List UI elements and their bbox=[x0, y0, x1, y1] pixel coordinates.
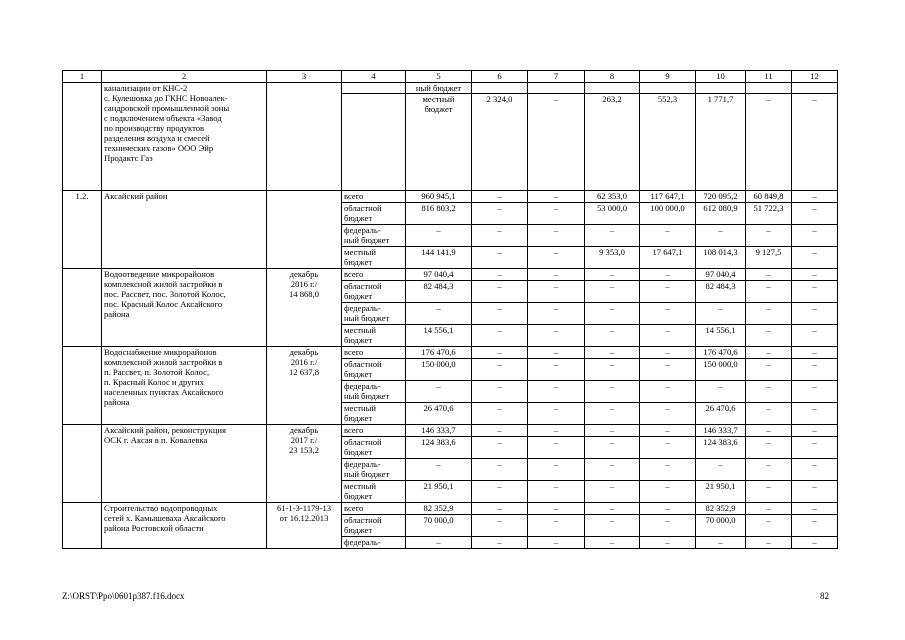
funding-source-cell: местный бюджет bbox=[342, 325, 406, 347]
funding-source-cell: федераль- ный бюджет bbox=[342, 381, 406, 403]
value-cell: – bbox=[472, 403, 528, 425]
value-cell bbox=[472, 83, 528, 94]
value-cell: – bbox=[746, 403, 792, 425]
item-number-cell bbox=[63, 269, 102, 347]
value-cell: 100 000,0 bbox=[640, 203, 696, 225]
value-cell: – bbox=[528, 203, 585, 225]
column-number: 8 bbox=[585, 71, 640, 83]
value-cell: – bbox=[585, 537, 640, 549]
value-cell: – bbox=[640, 347, 696, 359]
value-cell: 21 950,1 bbox=[406, 481, 472, 503]
value-cell: – bbox=[472, 425, 528, 437]
value-cell: 82 484,3 bbox=[696, 281, 746, 303]
object-name-cell: Строительство водопроводных сетей х. Камышеваха Аксайского района Ростовской области bbox=[102, 503, 267, 549]
value-cell: 816 803,2 bbox=[406, 203, 472, 225]
value-cell: 176 470,6 bbox=[406, 347, 472, 359]
value-cell: 124 383,6 bbox=[696, 437, 746, 459]
value-cell: – bbox=[472, 503, 528, 515]
value-cell: – bbox=[585, 281, 640, 303]
value-cell: 70 000,0 bbox=[406, 515, 472, 537]
value-cell: 14 556,1 bbox=[696, 325, 746, 347]
value-cell: – bbox=[640, 381, 696, 403]
value-cell: – bbox=[585, 381, 640, 403]
value-cell: 21 950,1 bbox=[696, 481, 746, 503]
table-row bbox=[63, 503, 838, 515]
value-cell: 150 000,0 bbox=[696, 359, 746, 381]
column-number: 7 bbox=[528, 71, 585, 83]
value-cell: – bbox=[528, 437, 585, 459]
value-cell: – bbox=[472, 537, 528, 549]
value-cell: – bbox=[472, 303, 528, 325]
value-cell: 146 333,7 bbox=[696, 425, 746, 437]
value-cell: 720 095,2 bbox=[696, 191, 746, 203]
value-cell: – bbox=[585, 347, 640, 359]
value-cell: – bbox=[746, 537, 792, 549]
value-cell: – bbox=[746, 225, 792, 247]
value-cell: – bbox=[528, 481, 585, 503]
funding-source-cell bbox=[342, 83, 406, 94]
term-cell bbox=[267, 191, 342, 269]
value-cell: – bbox=[472, 247, 528, 269]
value-cell: – bbox=[472, 269, 528, 281]
value-cell: – bbox=[746, 437, 792, 459]
value-cell: – bbox=[792, 247, 838, 269]
object-name-cell: Аксайский район bbox=[102, 191, 267, 269]
funding-source-cell: областной бюджет bbox=[342, 437, 406, 459]
value-cell: – bbox=[792, 94, 838, 191]
value-cell: – bbox=[640, 281, 696, 303]
value-cell: – bbox=[640, 537, 696, 549]
value-cell: 117 647,1 bbox=[640, 191, 696, 203]
value-cell: – bbox=[472, 191, 528, 203]
value-cell: – bbox=[528, 94, 585, 191]
value-cell: – bbox=[585, 325, 640, 347]
value-cell: – bbox=[640, 481, 696, 503]
value-cell: – bbox=[472, 481, 528, 503]
value-cell bbox=[585, 83, 640, 94]
value-cell: – bbox=[472, 437, 528, 459]
value-cell: ный бюджет bbox=[406, 83, 472, 94]
value-cell: – bbox=[528, 537, 585, 549]
page-number: 82 bbox=[820, 591, 829, 601]
value-cell bbox=[792, 83, 838, 94]
value-cell bbox=[746, 83, 792, 94]
value-cell: – bbox=[792, 359, 838, 381]
value-cell: 960 945,1 bbox=[406, 191, 472, 203]
object-name-cell: Водоснабжение микрорайонов комплексной жилой застройки в п. Рассвет, п. Золотой Колос, п. Красный Колос и других населенных пунктах Аксайского района bbox=[102, 347, 267, 425]
value-cell: – bbox=[528, 281, 585, 303]
object-name-cell: Водоотведение микрорайонов комплексной жилой застройки в пос. Рассвет, пос. Золотой Колос, пос. Красный Колос Аксайского района bbox=[102, 269, 267, 347]
value-cell: 17 647,1 bbox=[640, 247, 696, 269]
value-cell: 1 771,7 bbox=[696, 94, 746, 191]
value-cell: – bbox=[792, 303, 838, 325]
value-cell: 9 353,0 bbox=[585, 247, 640, 269]
value-cell: – bbox=[792, 225, 838, 247]
value-cell: – bbox=[640, 503, 696, 515]
table-row bbox=[63, 425, 838, 437]
funding-source-cell: федераль- ный бюджет bbox=[342, 225, 406, 247]
value-cell: 108 014,3 bbox=[696, 247, 746, 269]
value-cell: 62 353,0 bbox=[585, 191, 640, 203]
value-cell: 97 040,4 bbox=[406, 269, 472, 281]
value-cell: – bbox=[746, 359, 792, 381]
value-cell: – bbox=[792, 425, 838, 437]
value-cell: – bbox=[472, 325, 528, 347]
value-cell: – bbox=[528, 225, 585, 247]
value-cell: – bbox=[585, 459, 640, 481]
value-cell: – bbox=[746, 94, 792, 191]
term-cell: 61-1-3-1179-13 от 16.12.2013 bbox=[267, 503, 342, 549]
term-cell bbox=[267, 83, 342, 191]
column-number: 1 bbox=[63, 71, 102, 83]
funding-source-cell: местный бюджет bbox=[342, 247, 406, 269]
value-cell: – bbox=[640, 403, 696, 425]
object-name-cell: канализации от КНС-2 с. Кулешовка до ГКНС Новоалек- сандровской промышленной зоны с подключением объекта «Завод по производству продуктов разделения воздуха и смесей технических газов» ООО Эйр Продактс Газ bbox=[102, 83, 267, 191]
column-number: 9 bbox=[640, 71, 696, 83]
value-cell: – bbox=[406, 537, 472, 549]
value-cell: 263,2 bbox=[585, 94, 640, 191]
value-cell: 124 383,6 bbox=[406, 437, 472, 459]
value-cell: местный бюджет bbox=[406, 94, 472, 191]
value-cell: 26 470,6 bbox=[696, 403, 746, 425]
value-cell: 82 484,3 bbox=[406, 281, 472, 303]
value-cell: – bbox=[528, 503, 585, 515]
value-cell: – bbox=[585, 303, 640, 325]
value-cell: – bbox=[640, 225, 696, 247]
value-cell: – bbox=[792, 537, 838, 549]
value-cell: – bbox=[696, 225, 746, 247]
value-cell: – bbox=[792, 481, 838, 503]
value-cell: – bbox=[472, 459, 528, 481]
value-cell: – bbox=[585, 503, 640, 515]
term-cell: декабрь 2016 г./ 12 637,8 bbox=[267, 347, 342, 425]
column-number: 6 bbox=[472, 71, 528, 83]
table-row bbox=[63, 191, 838, 203]
value-cell: – bbox=[472, 225, 528, 247]
value-cell: – bbox=[472, 381, 528, 403]
funding-source-cell: областной бюджет bbox=[342, 515, 406, 537]
value-cell: – bbox=[640, 437, 696, 459]
value-cell: – bbox=[792, 515, 838, 537]
value-cell: – bbox=[585, 403, 640, 425]
value-cell: – bbox=[640, 269, 696, 281]
value-cell: 82 352,9 bbox=[696, 503, 746, 515]
value-cell: – bbox=[585, 481, 640, 503]
value-cell: – bbox=[696, 303, 746, 325]
value-cell: – bbox=[585, 437, 640, 459]
value-cell: 176 470,6 bbox=[696, 347, 746, 359]
value-cell: – bbox=[528, 403, 585, 425]
value-cell: – bbox=[472, 281, 528, 303]
value-cell: – bbox=[746, 459, 792, 481]
term-cell: декабрь 2016 г./ 14 868,0 bbox=[267, 269, 342, 347]
value-cell: – bbox=[640, 303, 696, 325]
value-cell: – bbox=[528, 459, 585, 481]
value-cell: – bbox=[472, 203, 528, 225]
value-cell: 144 141,9 bbox=[406, 247, 472, 269]
value-cell: 70 000,0 bbox=[696, 515, 746, 537]
value-cell: 53 000,0 bbox=[585, 203, 640, 225]
value-cell: – bbox=[585, 269, 640, 281]
column-number: 12 bbox=[792, 71, 838, 83]
column-number: 10 bbox=[696, 71, 746, 83]
value-cell: – bbox=[792, 325, 838, 347]
value-cell: – bbox=[640, 359, 696, 381]
value-cell: – bbox=[792, 459, 838, 481]
funding-source-cell: областной бюджет bbox=[342, 203, 406, 225]
column-number: 4 bbox=[342, 71, 406, 83]
funding-source-cell: местный бюджет bbox=[342, 481, 406, 503]
value-cell: 612 080,9 bbox=[696, 203, 746, 225]
value-cell: – bbox=[406, 381, 472, 403]
value-cell: – bbox=[746, 269, 792, 281]
value-cell: – bbox=[746, 325, 792, 347]
value-cell: – bbox=[746, 481, 792, 503]
header-row bbox=[63, 71, 838, 83]
value-cell: – bbox=[528, 347, 585, 359]
value-cell: – bbox=[746, 503, 792, 515]
value-cell: – bbox=[585, 515, 640, 537]
column-number: 2 bbox=[102, 71, 267, 83]
table-row bbox=[63, 83, 838, 94]
value-cell: – bbox=[640, 325, 696, 347]
value-cell: – bbox=[472, 359, 528, 381]
value-cell: – bbox=[472, 515, 528, 537]
value-cell: 97 040,4 bbox=[696, 269, 746, 281]
value-cell: – bbox=[528, 269, 585, 281]
value-cell: – bbox=[472, 347, 528, 359]
value-cell: – bbox=[585, 425, 640, 437]
value-cell: – bbox=[528, 381, 585, 403]
value-cell: – bbox=[528, 191, 585, 203]
value-cell: – bbox=[528, 425, 585, 437]
funding-source-cell: всего bbox=[342, 269, 406, 281]
funding-source-cell: федераль- ный бюджет bbox=[342, 459, 406, 481]
value-cell: – bbox=[792, 347, 838, 359]
file-path: Z:\ORST\Ppo\0601p387.f16.docx bbox=[62, 591, 185, 601]
value-cell: – bbox=[585, 359, 640, 381]
value-cell: – bbox=[406, 303, 472, 325]
value-cell: 150 000,0 bbox=[406, 359, 472, 381]
funding-source-cell: местный бюджет bbox=[342, 403, 406, 425]
table-row bbox=[63, 347, 838, 359]
funding-source-cell: всего bbox=[342, 425, 406, 437]
value-cell: 14 556,1 bbox=[406, 325, 472, 347]
value-cell: – bbox=[792, 281, 838, 303]
table-row bbox=[63, 269, 838, 281]
object-name-cell: Аксайский район, реконструкция ОСК г. Аксая в п. Ковалевка bbox=[102, 425, 267, 503]
item-number-cell bbox=[63, 425, 102, 503]
value-cell: 51 722,3 bbox=[746, 203, 792, 225]
value-cell: – bbox=[696, 381, 746, 403]
value-cell: – bbox=[585, 225, 640, 247]
value-cell: – bbox=[528, 515, 585, 537]
value-cell: – bbox=[746, 515, 792, 537]
value-cell: – bbox=[746, 303, 792, 325]
value-cell: – bbox=[792, 269, 838, 281]
column-number: 3 bbox=[267, 71, 342, 83]
value-cell: 9 127,5 bbox=[746, 247, 792, 269]
value-cell: – bbox=[696, 459, 746, 481]
item-number-cell bbox=[63, 347, 102, 425]
value-cell: – bbox=[746, 381, 792, 403]
financing-table bbox=[62, 70, 838, 549]
value-cell: – bbox=[792, 437, 838, 459]
value-cell: 2 324,0 bbox=[472, 94, 528, 191]
value-cell: – bbox=[792, 191, 838, 203]
value-cell: – bbox=[792, 381, 838, 403]
funding-source-cell: всего bbox=[342, 347, 406, 359]
value-cell: – bbox=[406, 459, 472, 481]
value-cell: – bbox=[792, 503, 838, 515]
value-cell: – bbox=[746, 425, 792, 437]
value-cell: 26 470,6 bbox=[406, 403, 472, 425]
term-cell: декабрь 2017 г./ 23 153,2 bbox=[267, 425, 342, 503]
value-cell bbox=[528, 83, 585, 94]
column-number: 11 bbox=[746, 71, 792, 83]
column-number: 5 bbox=[406, 71, 472, 83]
value-cell bbox=[696, 83, 746, 94]
value-cell: – bbox=[746, 281, 792, 303]
funding-source-cell: всего bbox=[342, 503, 406, 515]
value-cell: – bbox=[406, 225, 472, 247]
value-cell: 146 333,7 bbox=[406, 425, 472, 437]
value-cell: – bbox=[528, 247, 585, 269]
value-cell: – bbox=[640, 459, 696, 481]
value-cell: – bbox=[640, 515, 696, 537]
value-cell: 82 352,9 bbox=[406, 503, 472, 515]
item-number-cell bbox=[63, 83, 102, 191]
value-cell bbox=[640, 83, 696, 94]
funding-source-cell: областной бюджет bbox=[342, 359, 406, 381]
item-number-cell: 1.2. bbox=[63, 191, 102, 269]
funding-source-cell: областной бюджет bbox=[342, 281, 406, 303]
funding-source-cell: федераль- ный бюджет bbox=[342, 303, 406, 325]
value-cell: – bbox=[746, 347, 792, 359]
funding-source-cell: всего bbox=[342, 191, 406, 203]
funding-source-cell: федераль- bbox=[342, 537, 406, 549]
value-cell: – bbox=[792, 403, 838, 425]
value-cell: – bbox=[696, 537, 746, 549]
value-cell: 60 849,8 bbox=[746, 191, 792, 203]
funding-source-cell bbox=[342, 94, 406, 191]
value-cell: – bbox=[528, 303, 585, 325]
item-number-cell bbox=[63, 503, 102, 549]
value-cell: – bbox=[792, 203, 838, 225]
value-cell: 552,3 bbox=[640, 94, 696, 191]
value-cell: – bbox=[528, 325, 585, 347]
value-cell: – bbox=[640, 425, 696, 437]
value-cell: – bbox=[528, 359, 585, 381]
